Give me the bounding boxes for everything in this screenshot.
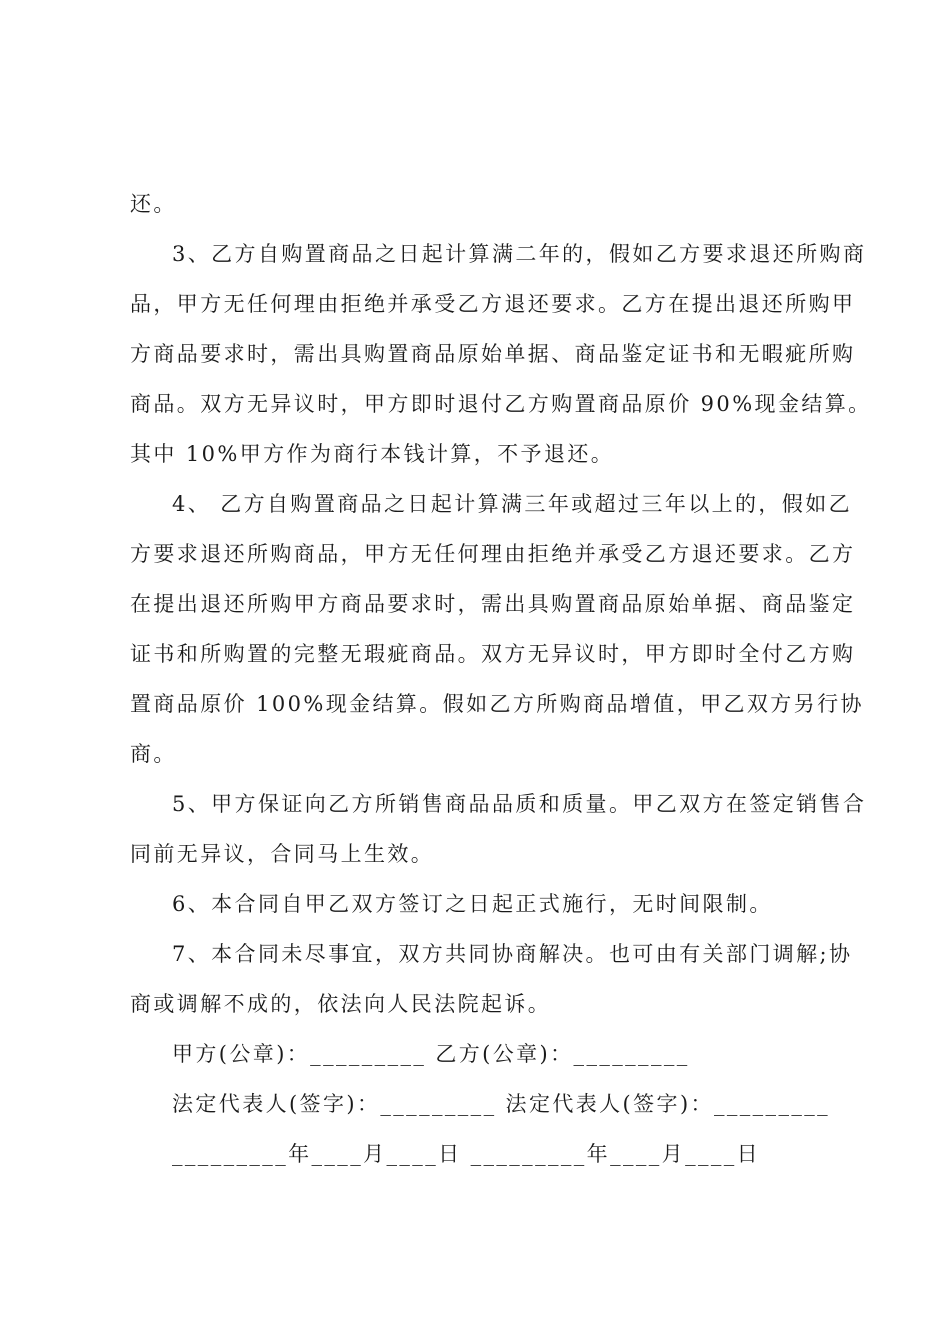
clause-3-line: 其中 10%甲方作为商行本钱计算，不予退还。 — [130, 442, 615, 466]
clause-4-line: 商。 — [130, 742, 177, 766]
clause-4-line: 证书和所购置的完整无瑕疵商品。双方无异议时，甲方即时全付乙方购 — [130, 642, 856, 666]
clause-3-line: 方商品要求时，需出具购置商品原始单据、商品鉴定证书和无暇疵所购 — [130, 342, 856, 366]
clause-3-line: 商品。双方无异议时，甲方即时退付乙方购置商品原价 90%现金结算。 — [130, 392, 872, 416]
clause-7-line: 商或调解不成的，依法向人民法院起诉。 — [130, 992, 552, 1016]
clause-4-line: 4、 乙方自购置商品之日起计算满三年或超过三年以上的，假如乙 — [172, 492, 853, 516]
clause-4-line: 在提出退还所购甲方商品要求时，需出具购置商品原始单据、商品鉴定 — [130, 592, 856, 616]
clause-3-line: 品，甲方无任何理由拒绝并承受乙方退还要求。乙方在提出退还所购甲 — [130, 292, 856, 316]
text-line: 还。 — [130, 192, 177, 216]
clause-3-line: 3、乙方自购置商品之日起计算满二年的，假如乙方要求退还所购商 — [172, 242, 867, 266]
clause-5-line: 同前无异议，合同马上生效。 — [130, 842, 435, 866]
representative-signature-line: 法定代表人(签字)：_________ 法定代表人(签字)：_________ — [172, 1092, 831, 1116]
clause-6-line: 6、本合同自甲乙双方签订之日起正式施行，无时间限制。 — [172, 892, 773, 916]
seal-signature-line: 甲方(公章)：_________ 乙方(公章)：_________ — [172, 1042, 690, 1066]
clause-4-line: 置商品原价 100%现金结算。假如乙方所购商品增值，甲乙双方另行协 — [130, 692, 864, 716]
clause-7-line: 7、本合同未尽事宜，双方共同协商解决。也可由有关部门调解;协 — [172, 942, 853, 966]
clause-4-line: 方要求退还所购商品，甲方无任何理由拒绝并承受乙方退还要求。乙方 — [130, 542, 856, 566]
date-line: _________年____月____日 _________年____月____日 — [172, 1142, 761, 1166]
clause-5-line: 5、甲方保证向乙方所销售商品品质和质量。甲乙双方在签定销售合 — [172, 792, 867, 816]
